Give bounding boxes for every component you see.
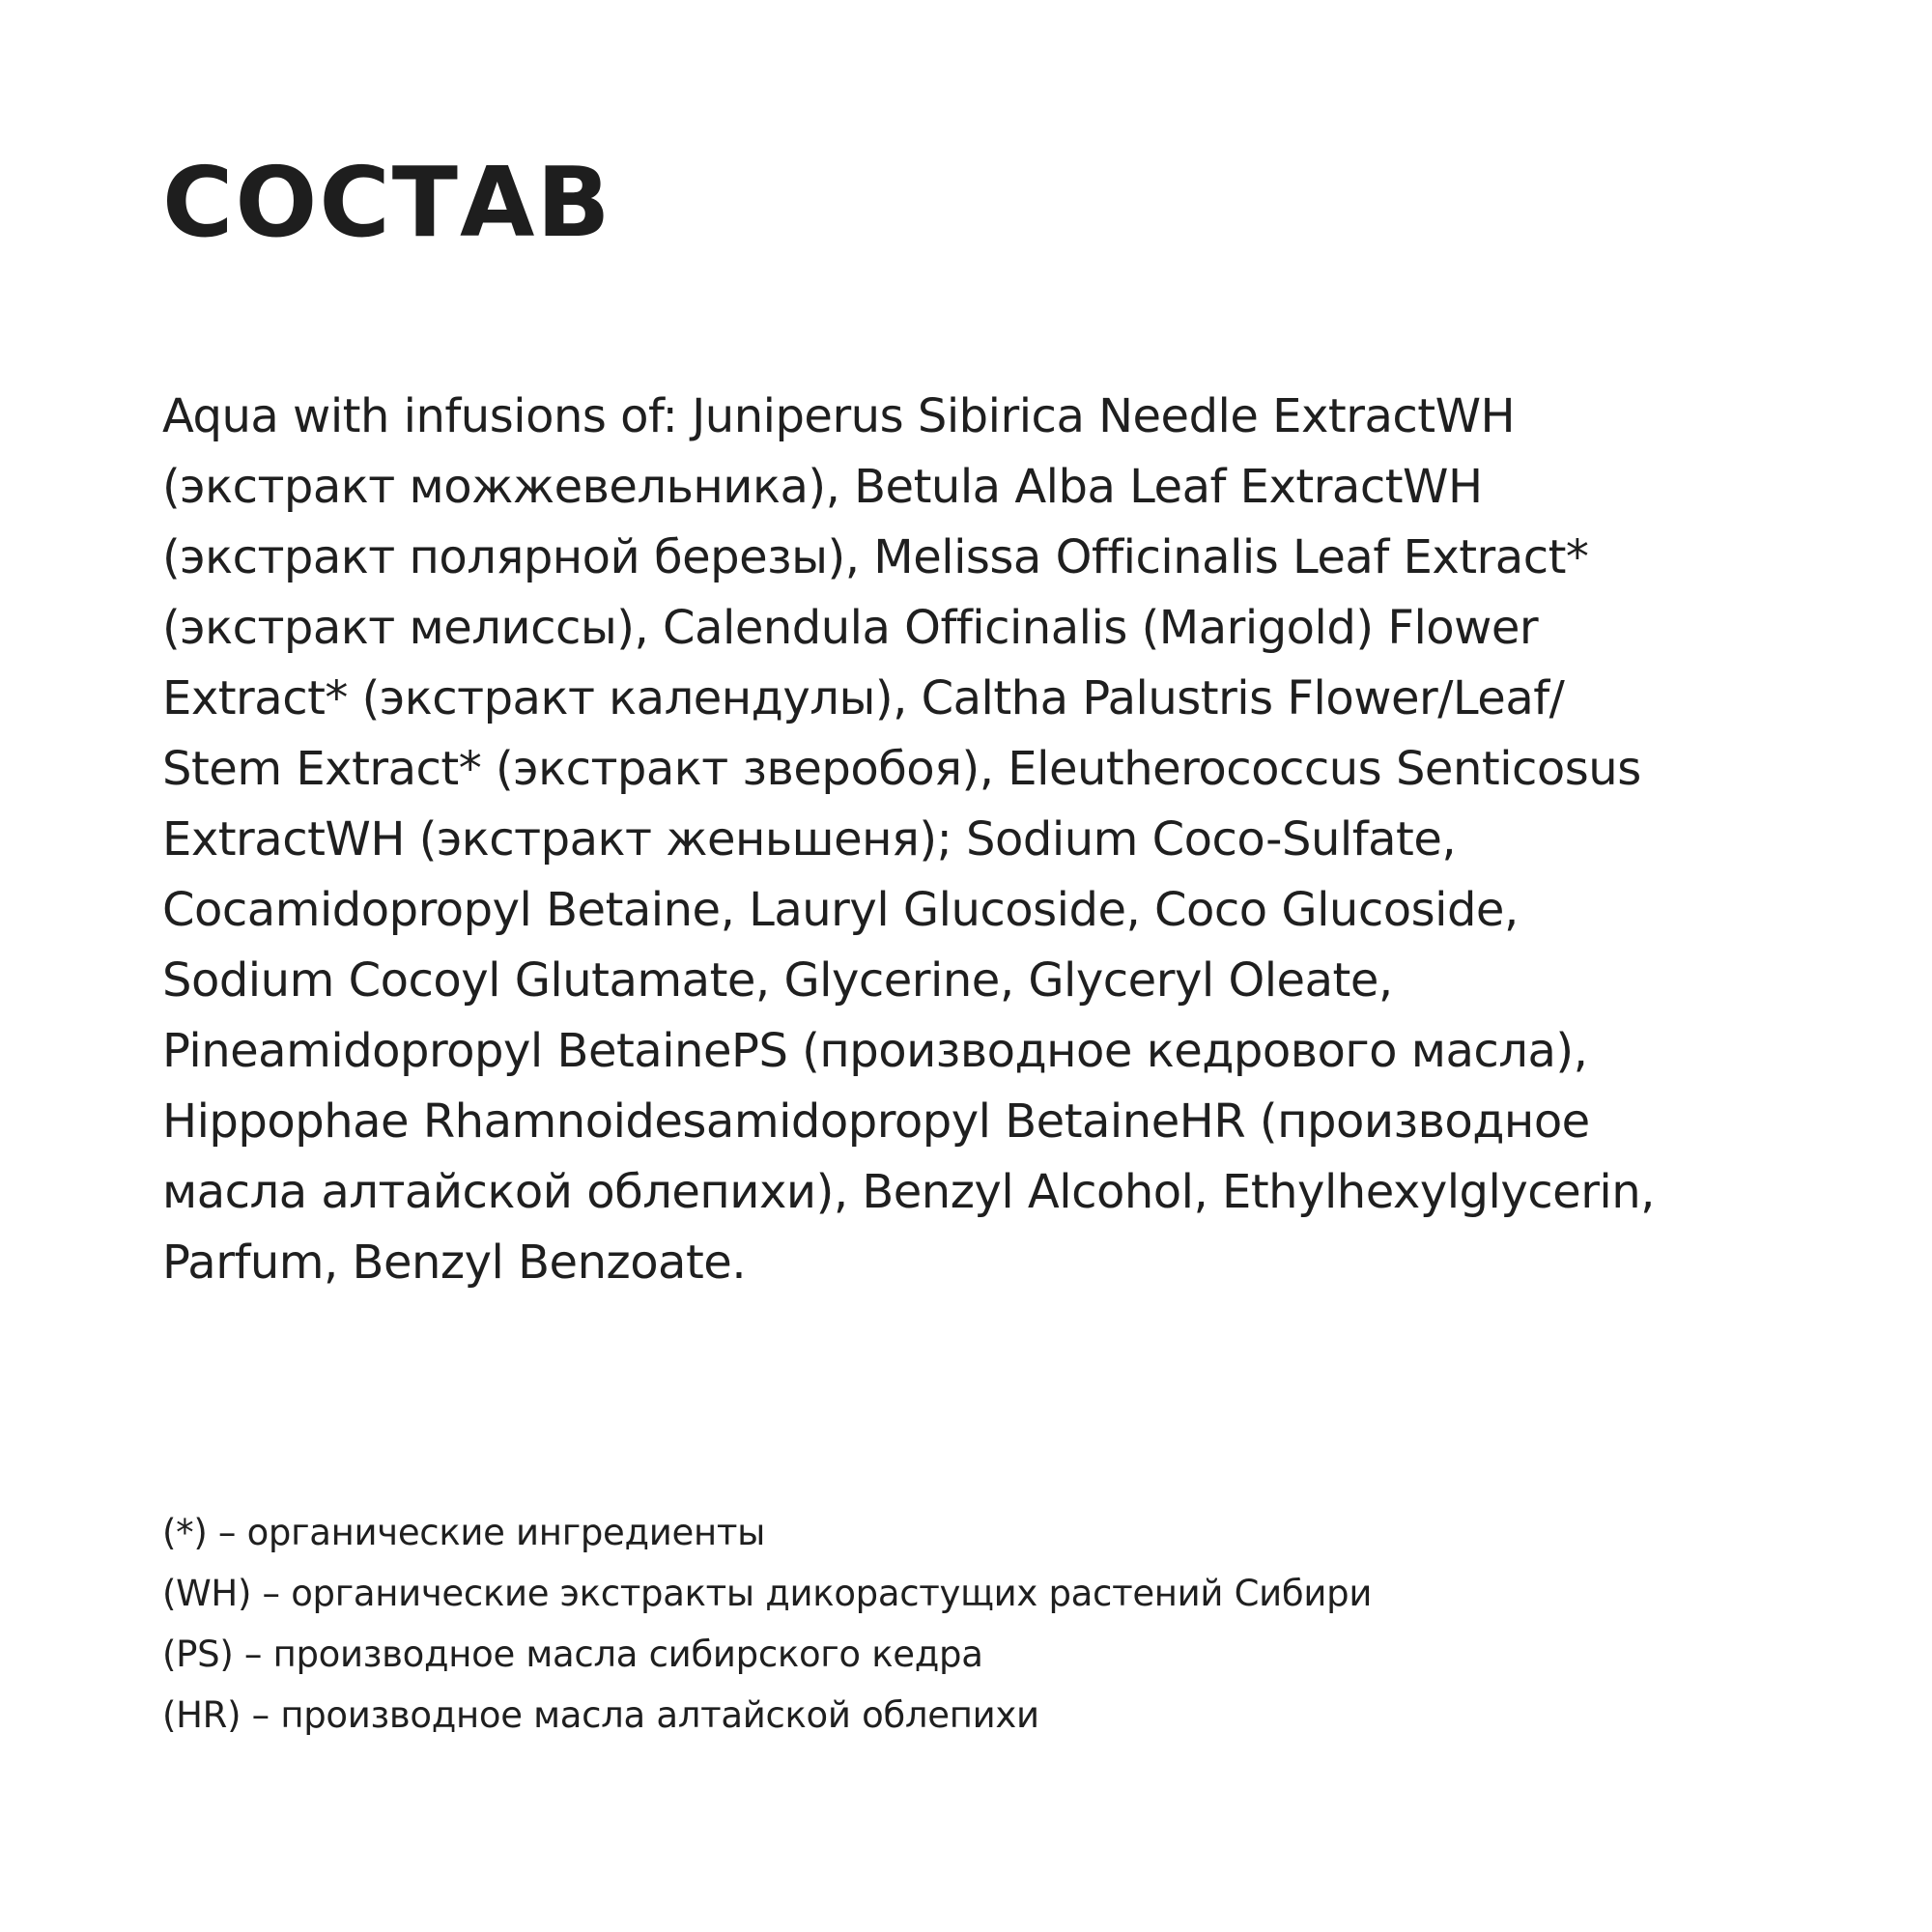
page-title: СОСТАВ <box>162 146 612 259</box>
ingredients-line: масла алтайской облепихи), Benzyl Alcohol, Ethylhexylglycerin, <box>162 1165 1655 1219</box>
ingredients-list <box>162 382 1804 1298</box>
ingredients-line: Sodium Cocoyl Glutamate, Glycerine, Glyceryl Oleate, <box>162 953 1393 1008</box>
ingredients-line: ExtractWH (экстракт женьшеня); Sodium Coco-Sulfate, <box>162 812 1457 867</box>
ingredients-line: Pineamidopropyl BetainePS (производное кедрового масла), <box>162 1024 1588 1078</box>
ingredients-line: Aqua with infusions of: Juniperus Sibirica Needle ExtractWH <box>162 389 1516 443</box>
ingredients-line: Cocamidopropyl Betaine, Lauryl Glucoside, Coco Glucoside, <box>162 883 1519 937</box>
ingredients-line: (экстракт можжевельника), Betula Alba Leaf ExtractWH <box>162 460 1483 514</box>
ingredients-line: Hippophae Rhamnoidesamidopropyl BetaineHR (производное <box>162 1094 1590 1149</box>
footnotes-legend <box>162 1502 1804 1746</box>
ingredients-line: Parfum, Benzyl Benzoate. <box>162 1236 747 1290</box>
ingredients-line: (экстракт мелиссы), Calendula Officinalis (Marigold) Flower <box>162 601 1539 655</box>
footnote-pine-derived: (PS) – производное масла сибирского кедра <box>162 1634 983 1675</box>
ingredients-line: Stem Extract* (экстракт зверобоя), Eleutherococcus Senticosus <box>162 742 1641 796</box>
footnote-organic: (*) – органические ингредиенты <box>162 1512 766 1553</box>
footnote-sea-buckthorn-derived: (HR) – производное масла алтайской облепихи <box>162 1694 1039 1736</box>
ingredients-line: (экстракт полярной березы), Melissa Officinalis Leaf Extract* <box>162 530 1589 584</box>
ingredients-line: Extract* (экстракт календулы), Caltha Palustris Flower/Leaf/ <box>162 671 1565 725</box>
footnote-wild-harvested: (WH) – органические экстракты дикорастущих растений Сибири <box>162 1573 1373 1614</box>
